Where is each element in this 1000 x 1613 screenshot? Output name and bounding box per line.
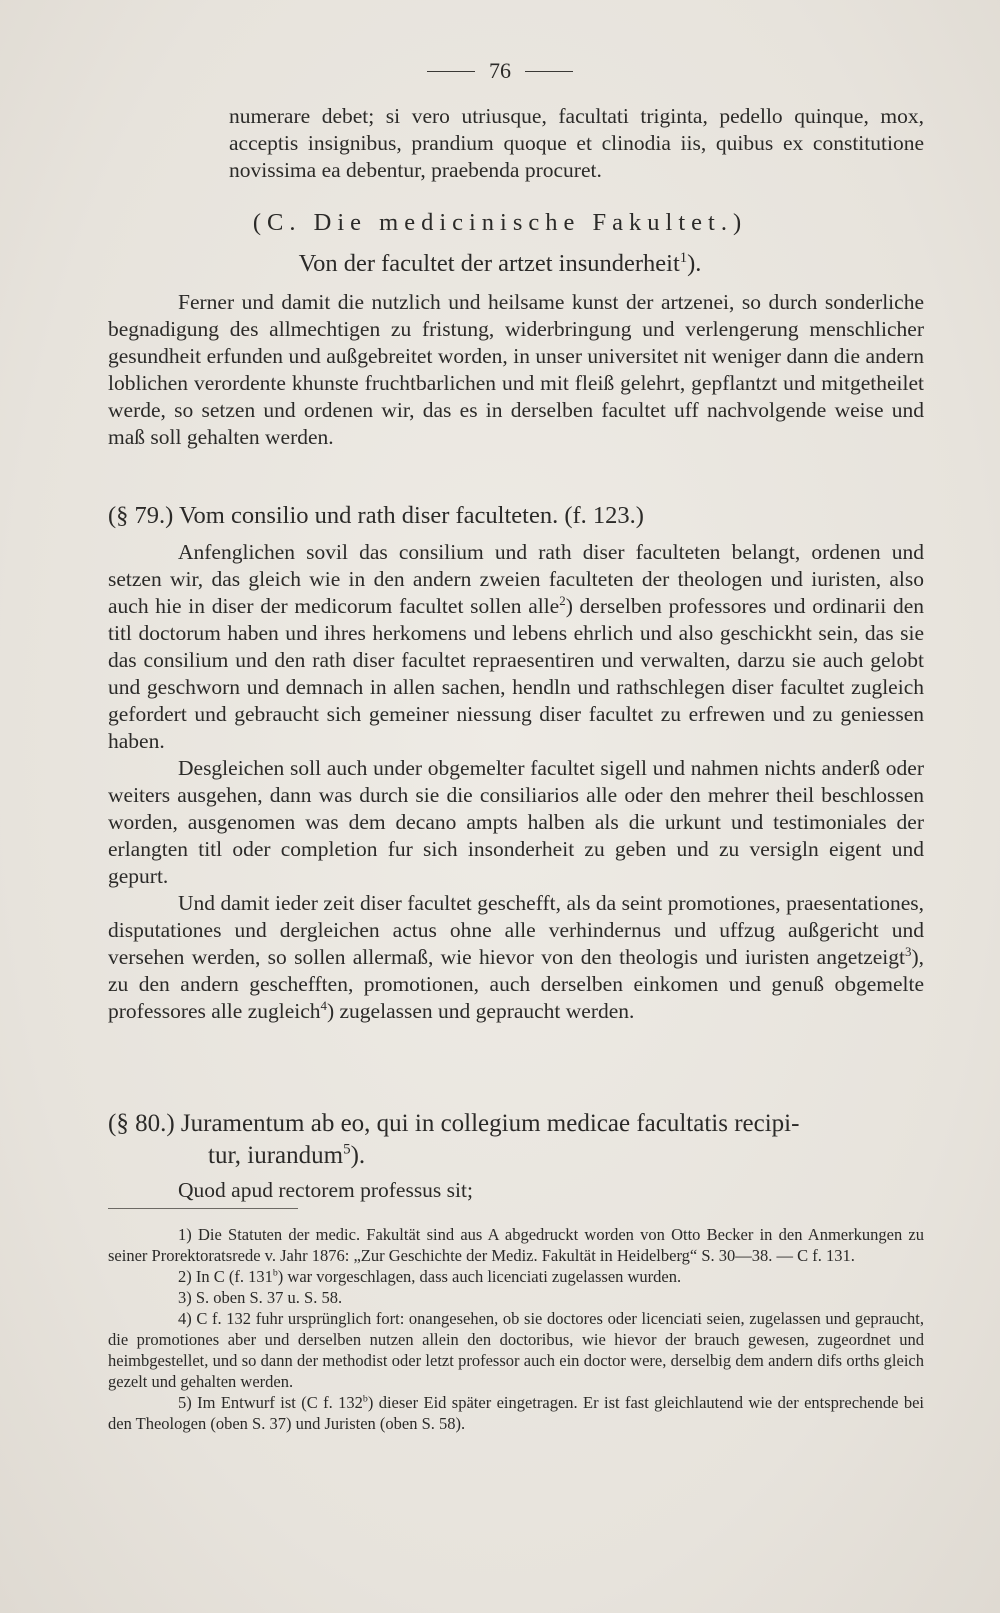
footnote-sup: b bbox=[272, 1267, 278, 1279]
paragraph-text: Und damit ieder zeit diser facultet geschefft, als da seint promotiones, praesentationes, disputationes und dergleichen actus ohne alle verhindernus und uffzug außgericht und versehen werden, so sollen allermaß, wie hievor von den theologis und iuristen angetzeigt bbox=[108, 891, 924, 969]
header-rule-left bbox=[427, 71, 475, 72]
footnote-1: 1) Die Statuten der medic. Fakultät sind aus A abgedruckt worden von Otto Becker in den Anmerkungen zu seiner Prorektoratsrede v. Jahr 1876: „Zur Geschichte der Mediz. Fakultät in Heidelberg“ S. 30—38. — C f. 131. bbox=[108, 1225, 924, 1265]
paragraph-text: ), zu den andern geschefften, promotionen, auch derselben einkomen und genuß obgemelte professores alle zugleich bbox=[108, 945, 924, 1023]
continuation-text: numerare debet; si vero utriusque, facultati triginta, pedello quinque, mox, acceptis insignibus, prandium quoque et clinodia iis, quibus ex constitutione novissima ea debentur, praebenda procuret. bbox=[229, 104, 924, 182]
footnote-text: ) war vorgeschlagen, dass auch licenciati zugelassen wurden. bbox=[277, 1267, 682, 1286]
footnote-ref: 4 bbox=[320, 998, 327, 1013]
paragraph-text: ) derselben professores und ordinarii den titl doctorum haben und ihres herkomens und lebens ehrlich und also geschickht sein, das sie das consilium und den rath diser facultet repraesentiren und verwalten, darzu sie auch gelobt und geschworn und demnach in allen sachen, hendln und rathschlegen diser facultet zugleich gefordert und gebraucht sich gemeiner niessung diser facultet zu erfrewen und zu geniessen haben. bbox=[108, 594, 924, 753]
paragraph-text: ) zugelassen und gepraucht werden. bbox=[326, 999, 635, 1023]
section-79-heading: (§ 79.) Vom consilio und rath diser faculteten. (f. 123.) bbox=[108, 502, 644, 529]
footnote-sup: b bbox=[362, 1393, 368, 1405]
footnote-5 bbox=[108, 1392, 924, 1434]
heading-text: tur, iurandum bbox=[208, 1142, 344, 1169]
section-79-body bbox=[108, 539, 924, 1025]
footnote-divider bbox=[108, 1208, 298, 1209]
page-header bbox=[0, 58, 1000, 84]
footnote-text: 5) Im Entwurf ist (C f. 132 bbox=[178, 1393, 363, 1412]
section-80-heading-line-2 bbox=[108, 1140, 924, 1172]
footnote-2 bbox=[108, 1266, 924, 1287]
footnote-ref: 5 bbox=[343, 1141, 351, 1158]
subheading bbox=[0, 250, 1000, 278]
footnote-text: ) dieser Eid später eingetragen. Er ist fast gleichlautend wie der entsprechende bei den Theologen (oben S. 37) und Juristen (oben S. 58). bbox=[108, 1393, 924, 1433]
section-79-paragraph-3 bbox=[108, 890, 924, 1025]
section-79-paragraph-2: Desgleichen soll auch under obgemelter facultet sigell und nahmen nichts anderß oder weiters ausgehen, dann was durch sie die consiliarios alle oder den mehrer theil beschlossen worden, ausgenomen was dem decano ampts halben als die urkunt und testimoniales der erlangten titl oder completion fur sich insonderheit zu geben und zu versigln eigent und gepurt. bbox=[108, 756, 924, 888]
subheading-end: ). bbox=[687, 250, 702, 277]
oath-first-line: Quod apud rectorem professus sit; bbox=[178, 1178, 473, 1202]
continuation-paragraph bbox=[229, 103, 924, 184]
footnote-text: 2) In C (f. 131 bbox=[178, 1267, 273, 1286]
faculty-heading bbox=[0, 209, 1000, 237]
section-80-heading bbox=[108, 1108, 924, 1172]
footnote-ref: 1 bbox=[679, 249, 688, 266]
intro-paragraph: Ferner und damit die nutzlich und heilsame kunst der artzenei, so durch sonderliche begnadigung des allmechtigen zu fristung, widerbringung und verlengerung menschlicher gesundheit erfunden und außgebreitet worden, in unser universitet nit weniger dann die andern loblichen verordente khunste fruchtbarlichen und mit fleiß gelehrt, gepflantzt und mitgetheilet werde, so setzen und ordenen wir, das es in derselben facultet uff nachvolgende weise und maß soll gehalten werden. bbox=[108, 290, 924, 449]
intro-section bbox=[108, 289, 924, 451]
footnote-ref: 3 bbox=[905, 944, 912, 959]
page-number: 76 bbox=[489, 58, 511, 83]
footnote-4: 4) C f. 132 fuhr ursprünglich fort: onangesehen, ob sie doctores oder licenciati seien, zugelassen und gepraucht, die promotiones aber und derselben nutzen allein den doctoribus, wie hievor der brauch gewesen, zugeordnet und heimbgestellet, und so dann der methodist oder letzt professor auch ein doctor were, derselbig dem andern difs orths gleich gezelt und gehalten werden. bbox=[108, 1309, 924, 1391]
faculty-heading-text: (C. Die medicinische Fakultet.) bbox=[252, 209, 748, 236]
paragraph-text: Anfenglichen sovil das consilium und rath diser faculteten belangt, ordenen und setzen wir, das gleich wie in den andern zweien faculteten der theologen und iuristen, also auch hie in diser der medicorum facultet sollen alle bbox=[108, 540, 924, 618]
footnote-ref: 2 bbox=[559, 593, 566, 608]
section-79-paragraph-1 bbox=[108, 539, 924, 755]
subheading-text: Von der facultet der artzet insunderheit bbox=[298, 250, 680, 277]
footnotes bbox=[108, 1224, 924, 1434]
header-rule-right bbox=[525, 71, 573, 72]
footnote-3: 3) S. oben S. 37 u. S. 58. bbox=[178, 1288, 343, 1307]
heading-text: ). bbox=[350, 1142, 366, 1169]
section-80-heading-line-1: (§ 80.) Juramentum ab eo, qui in collegium medicae facultatis recipi- bbox=[108, 1110, 800, 1137]
